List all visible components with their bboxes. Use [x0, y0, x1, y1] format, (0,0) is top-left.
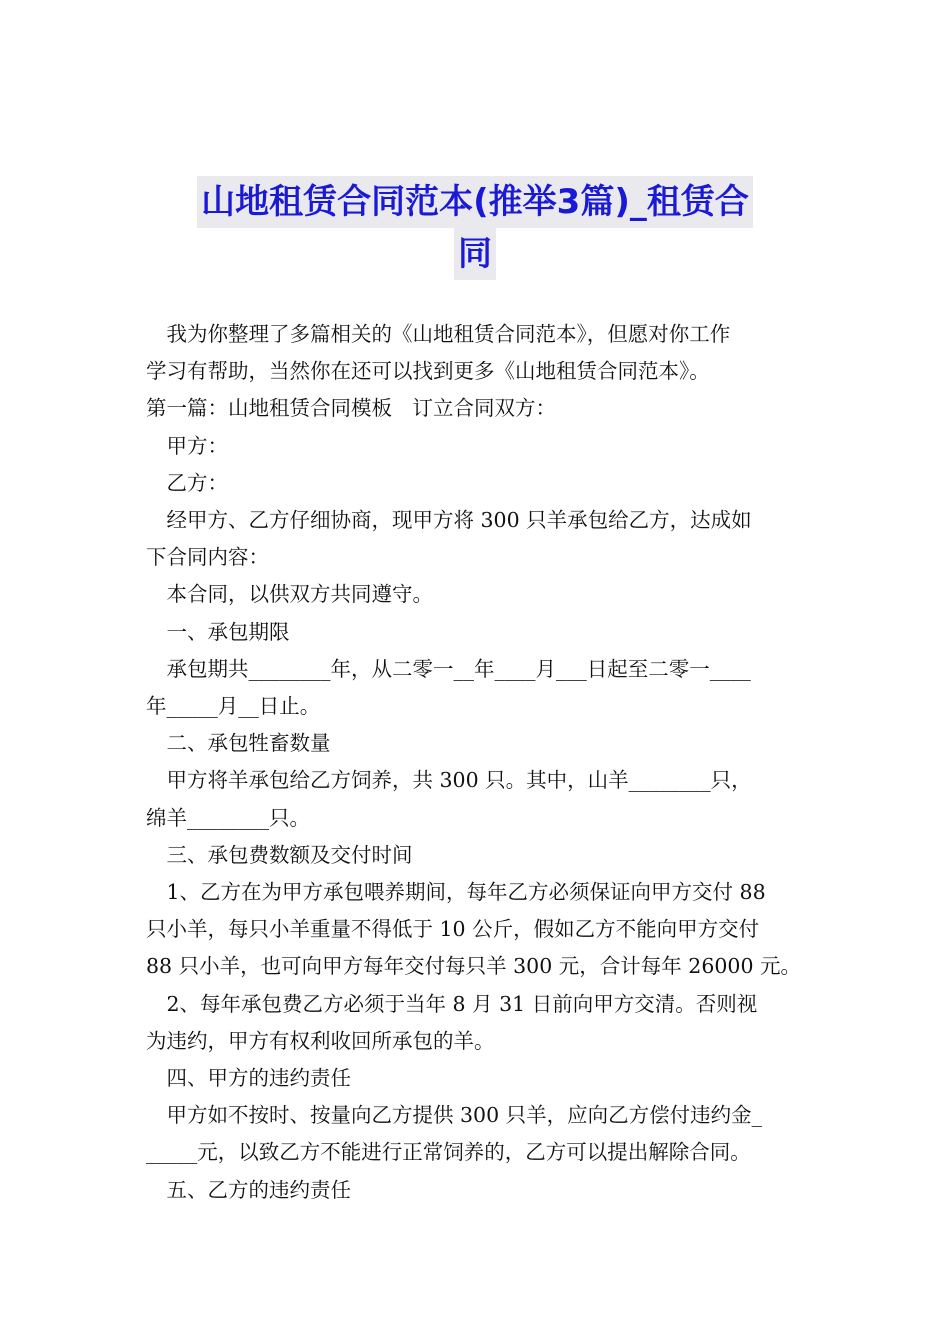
body-line: 经甲方、乙方仔细协商，现甲方将 300 只羊承包给乙方，达成如 [146, 508, 752, 533]
document-body [146, 316, 816, 1209]
body-line: 我为你整理了多篇相关的《山地租赁合同范本》，但愿对你工作 [146, 322, 731, 346]
section-heading: 四、甲方的违约责任 [146, 1066, 351, 1091]
body-line: 甲方将羊承包给乙方饲养，共 300 只。其中，山羊________只， [146, 768, 752, 793]
title-line-2: 同 [454, 228, 496, 280]
body-line: 本合同，以供双方共同遵守。 [146, 582, 433, 607]
body-line: 第一篇：山地租赁合同模板 订立合同双方： [146, 396, 556, 421]
body-line: _____元，以致乙方不能进行正常饲养的，乙方可以提出解除合同。 [146, 1140, 751, 1165]
body-line: 甲方： [146, 433, 228, 458]
body-line: 甲方如不按时、按量向乙方提供 300 只羊，应向乙方偿付违约金_ [146, 1103, 762, 1128]
section-heading: 五、乙方的违约责任 [146, 1177, 351, 1202]
body-line: 乙方： [146, 470, 228, 495]
body-line: 学习有帮助，当然你在还可以找到更多《山地租赁合同范本》。 [146, 359, 710, 384]
body-line: 88 只小羊，也可向甲方每年交付每只羊 300 元，合计每年 26000 元。 [146, 954, 802, 979]
title-line-1: 山地租赁合同范本(推举3篇)_租赁合 [197, 176, 753, 228]
body-line: 绵羊________只。 [146, 805, 310, 830]
body-line: 1、乙方在为甲方承包喂养期间，每年乙方必须保证向甲方交付 88 [146, 880, 766, 905]
section-heading: 二、承包牲畜数量 [146, 731, 331, 756]
section-heading: 一、承包期限 [146, 619, 290, 644]
body-line: 为违约，甲方有权利收回所承包的羊。 [146, 1028, 495, 1053]
body-line: 2、每年承包费乙方必须于当年 8 月 31 日前向甲方交清。否则视 [146, 991, 758, 1016]
body-line: 年_____月__日止。 [146, 694, 321, 719]
section-heading: 三、承包费数额及交付时间 [146, 842, 413, 867]
body-line: 承包期共________年，从二零一__年____月___日起至二零一____ [146, 656, 751, 681]
document-title [150, 176, 800, 280]
body-line: 下合同内容： [146, 545, 269, 570]
body-line: 只小羊，每只小羊重量不得低于 10 公斤，假如乙方不能向甲方交付 [146, 917, 760, 942]
